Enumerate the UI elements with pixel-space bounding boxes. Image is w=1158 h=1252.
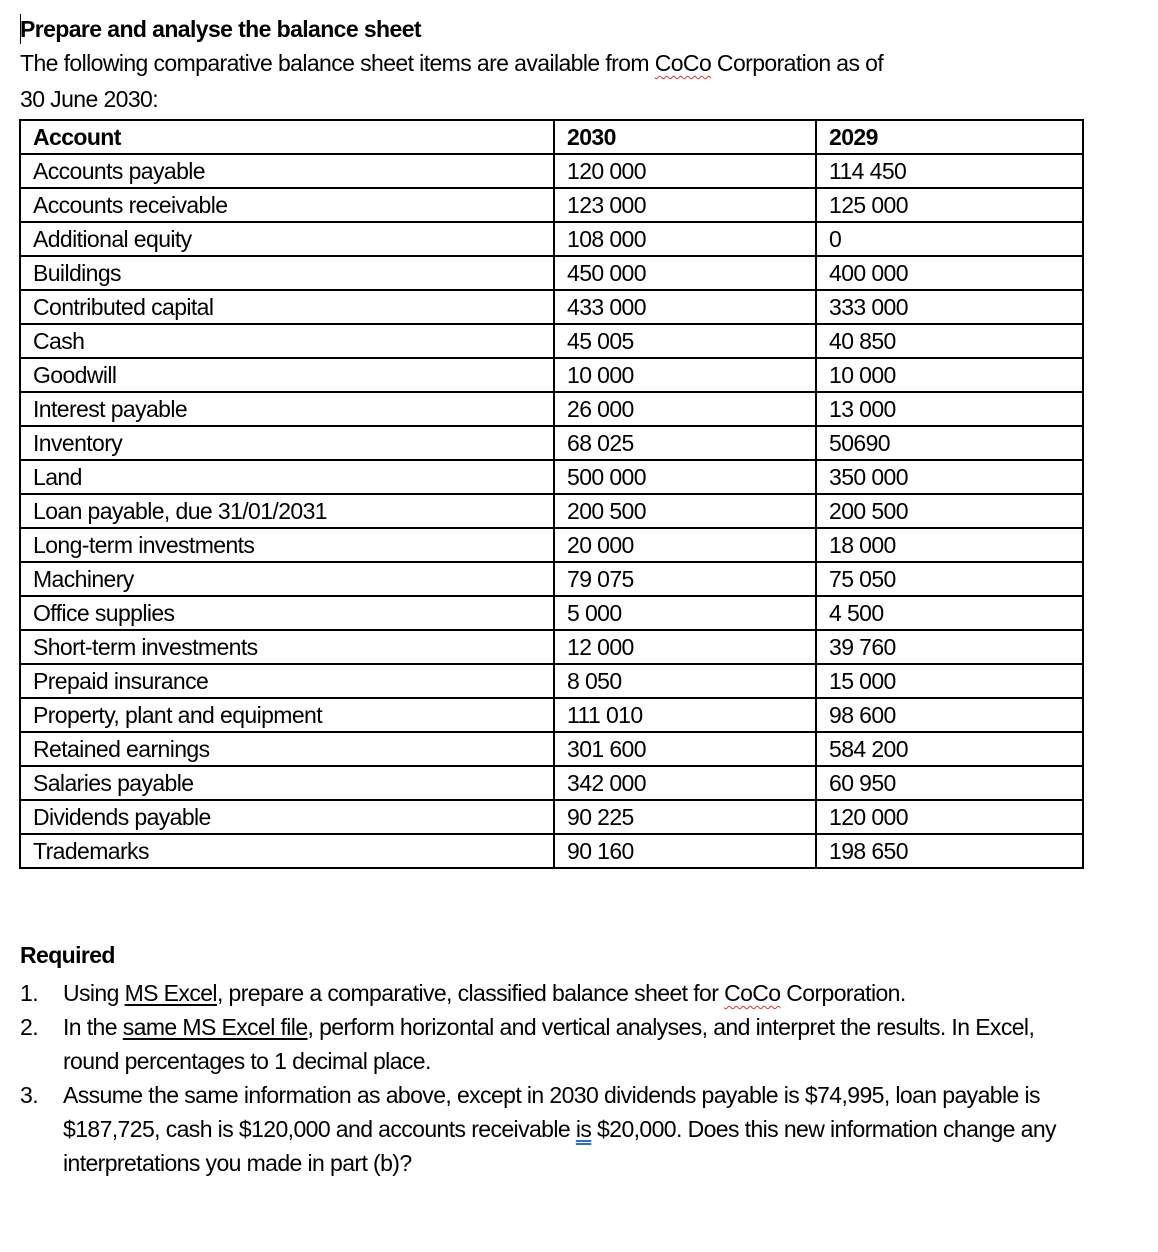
item-text: , prepare a comparative, classified balance sheet for (216, 980, 725, 1006)
value-2030-cell: 120 000 (554, 154, 816, 188)
account-cell: Accounts receivable (20, 188, 554, 222)
value-2029-cell: 114 450 (816, 154, 1083, 188)
value-2029-cell: 13 000 (816, 392, 1083, 426)
account-cell: Property, plant and equipment (20, 698, 554, 732)
table-row (20, 188, 1083, 222)
table-row (20, 358, 1083, 392)
item-number: 2. (20, 1014, 38, 1040)
table-header-row (20, 120, 1083, 154)
account-cell: Long-term investments (20, 528, 554, 562)
table-row (20, 222, 1083, 256)
required-item-3 (20, 1078, 1123, 1180)
account-cell: Inventory (20, 426, 554, 460)
table-row (20, 800, 1083, 834)
value-2029-cell: 60 950 (816, 766, 1083, 800)
item-number: 3. (20, 1082, 38, 1108)
table-row (20, 460, 1083, 494)
account-cell: Prepaid insurance (20, 664, 554, 698)
account-cell: Short-term investments (20, 630, 554, 664)
table-row (20, 664, 1083, 698)
value-2029-cell: 125 000 (816, 188, 1083, 222)
header-2030: 2030 (554, 120, 816, 154)
table-row (20, 562, 1083, 596)
balance-sheet-table (19, 119, 1084, 869)
value-2030-cell: 90 160 (554, 834, 816, 868)
account-cell: Machinery (20, 562, 554, 596)
underlined-text: MS Excel (124, 980, 217, 1006)
value-2029-cell: 40 850 (816, 324, 1083, 358)
header-2029: 2029 (816, 120, 1083, 154)
value-2030-cell: 12 000 (554, 630, 816, 664)
table-row (20, 324, 1083, 358)
item-number: 1. (20, 980, 38, 1006)
company-name-spellcheck[interactable]: CoCo (654, 50, 712, 76)
intro-line-2: 30 June 2030: (20, 86, 158, 112)
header-account: Account (20, 120, 554, 154)
value-2030-cell: 108 000 (554, 222, 816, 256)
underlined-text: same MS Excel file (122, 1014, 308, 1040)
intro-line-1 (20, 50, 883, 77)
value-2029-cell: 200 500 (816, 494, 1083, 528)
value-2029-cell: 15 000 (816, 664, 1083, 698)
table-row (20, 494, 1083, 528)
value-2030-cell: 5 000 (554, 596, 816, 630)
required-item-2 (20, 1010, 1073, 1078)
value-2030-cell: 301 600 (554, 732, 816, 766)
table-row (20, 596, 1083, 630)
item-text: , perform horizontal and vertical analyses, and interpret the results. In Excel, round percentages to 1 decimal place. (63, 1014, 1035, 1074)
table-row (20, 834, 1083, 868)
value-2029-cell: 0 (816, 222, 1083, 256)
table-row (20, 766, 1083, 800)
value-2030-cell: 90 225 (554, 800, 816, 834)
account-cell: Office supplies (20, 596, 554, 630)
value-2029-cell: 39 760 (816, 630, 1083, 664)
table-row (20, 426, 1083, 460)
table-row (20, 698, 1083, 732)
document-title: Prepare and analyse the balance sheet (20, 16, 421, 42)
value-2030-cell: 500 000 (554, 460, 816, 494)
value-2030-cell: 10 000 (554, 358, 816, 392)
account-cell: Trademarks (20, 834, 554, 868)
value-2030-cell: 342 000 (554, 766, 816, 800)
value-2029-cell: 4 500 (816, 596, 1083, 630)
intro-text: Corporation as of (711, 50, 884, 76)
value-2029-cell: 198 650 (816, 834, 1083, 868)
item-text: Using (63, 980, 125, 1006)
account-cell: Interest payable (20, 392, 554, 426)
item-text: Corporation. (780, 980, 906, 1006)
account-cell: Buildings (20, 256, 554, 290)
required-heading: Required (20, 942, 115, 968)
value-2029-cell: 75 050 (816, 562, 1083, 596)
value-2029-cell: 350 000 (816, 460, 1083, 494)
value-2030-cell: 45 005 (554, 324, 816, 358)
account-cell: Goodwill (20, 358, 554, 392)
table-row (20, 154, 1083, 188)
value-2030-cell: 79 075 (554, 562, 816, 596)
required-item-1 (20, 976, 1120, 1010)
account-cell: Loan payable, due 31/01/2031 (20, 494, 554, 528)
intro-text: The following comparative balance sheet items are available from (20, 50, 655, 76)
account-cell: Cash (20, 324, 554, 358)
value-2030-cell: 200 500 (554, 494, 816, 528)
value-2030-cell: 26 000 (554, 392, 816, 426)
grammar-flag[interactable]: is (575, 1116, 592, 1142)
table-row (20, 732, 1083, 766)
item-text: Assume the same information as above, except in 2030 dividends payable is $74,995, loan payable is $187,725, cash is $120,000 and accounts receivable (63, 1082, 1040, 1142)
value-2030-cell: 450 000 (554, 256, 816, 290)
value-2029-cell: 18 000 (816, 528, 1083, 562)
table-row (20, 528, 1083, 562)
value-2029-cell: 333 000 (816, 290, 1083, 324)
company-name-spellcheck[interactable]: CoCo (724, 980, 781, 1006)
item-text: In the (63, 1014, 123, 1040)
value-2029-cell: 400 000 (816, 256, 1083, 290)
table-row (20, 290, 1083, 324)
account-cell: Salaries payable (20, 766, 554, 800)
value-2029-cell: 10 000 (816, 358, 1083, 392)
required-list (20, 976, 1120, 1180)
account-cell: Dividends payable (20, 800, 554, 834)
value-2029-cell: 50690 (816, 426, 1083, 460)
account-cell: Contributed capital (20, 290, 554, 324)
account-cell: Accounts payable (20, 154, 554, 188)
value-2029-cell: 98 600 (816, 698, 1083, 732)
value-2030-cell: 8 050 (554, 664, 816, 698)
value-2030-cell: 433 000 (554, 290, 816, 324)
account-cell: Retained earnings (20, 732, 554, 766)
value-2029-cell: 584 200 (816, 732, 1083, 766)
value-2030-cell: 68 025 (554, 426, 816, 460)
value-2030-cell: 123 000 (554, 188, 816, 222)
value-2030-cell: 111 010 (554, 698, 816, 732)
table-row (20, 392, 1083, 426)
value-2029-cell: 120 000 (816, 800, 1083, 834)
table-row (20, 630, 1083, 664)
item-text: $20,000. Does this new information change any interpretations you made in part (b)? (63, 1116, 1056, 1176)
account-cell: Land (20, 460, 554, 494)
account-cell: Additional equity (20, 222, 554, 256)
value-2030-cell: 20 000 (554, 528, 816, 562)
table-row (20, 256, 1083, 290)
